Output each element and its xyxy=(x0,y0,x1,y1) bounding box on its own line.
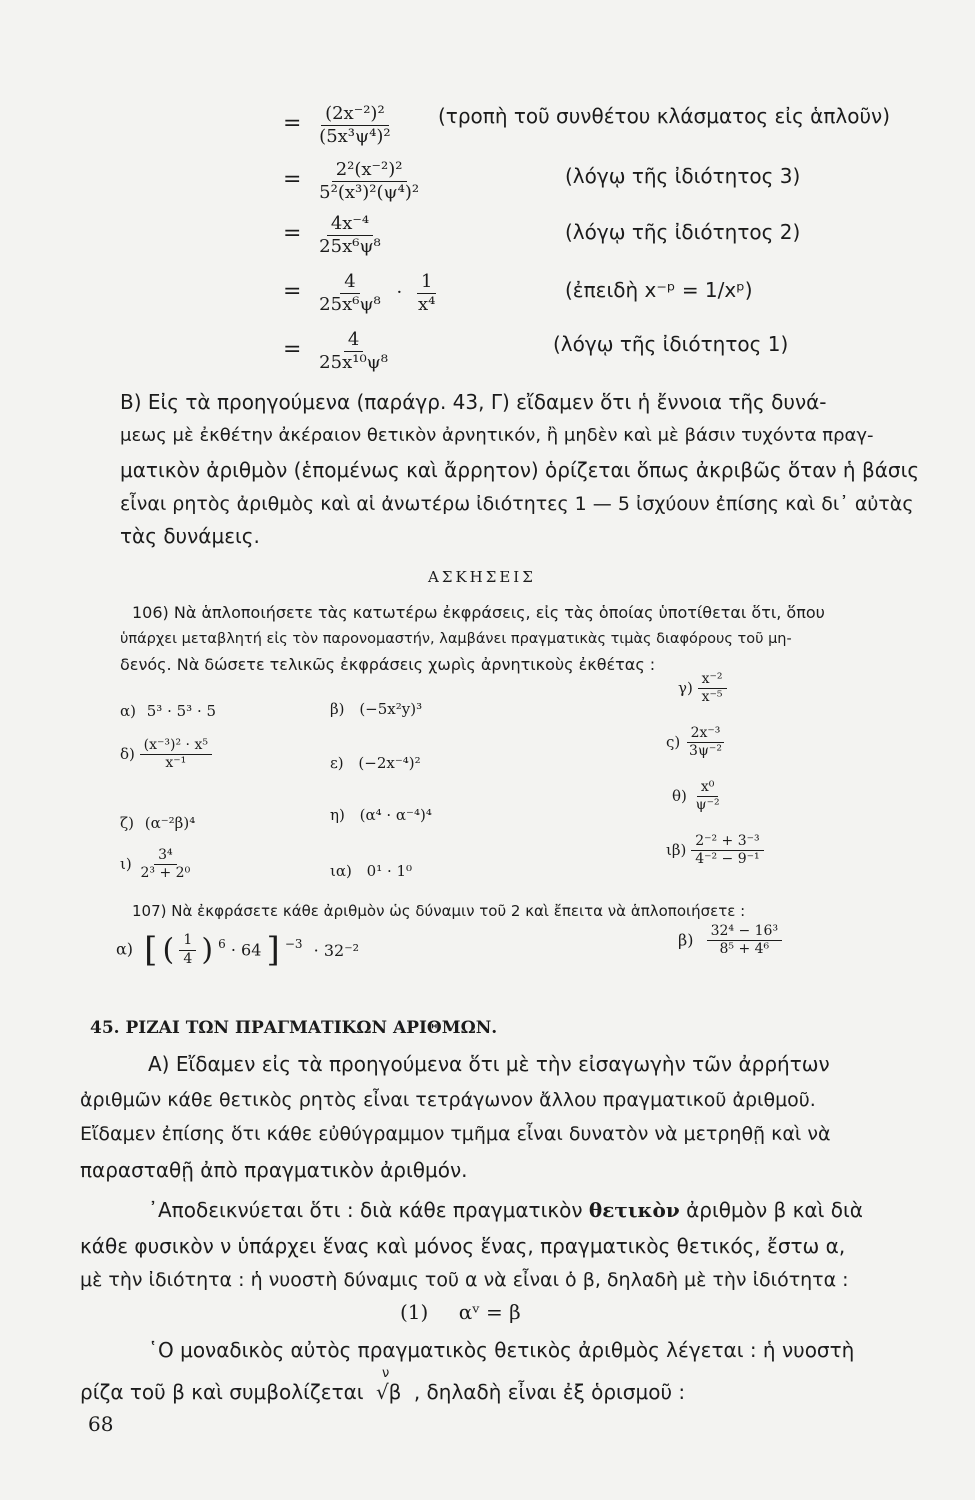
exercises-heading: ΑΣΚΗΣΕΙΣ xyxy=(428,568,536,586)
derivation-reason-3: (λόγῳ τῆς ἰδιότητος 2) xyxy=(565,220,801,244)
exercise-item-z: ζ) (α⁻²β)⁴ xyxy=(120,814,196,832)
derivation-reason-5: (λόγῳ τῆς ἰδιότητος 1) xyxy=(553,332,789,356)
exercise-item-th: θ) $\frac{\text{x⁰}}{\text{ψ⁻²}}$ xyxy=(672,779,720,814)
fraction-denominator: 25x¹⁰ψ⁸ xyxy=(319,351,388,373)
paragraph-line: ῾Ο μοναδικὸς αὐτὸς πραγματικὸς θετικὸς ἀριθμὸς λέγεται : ἡ νυοστὴ xyxy=(148,1338,855,1362)
fraction-denominator: (5x³ψ⁴)² xyxy=(319,125,391,147)
fraction-numerator: 4x⁻⁴ xyxy=(327,214,373,236)
derivation-reason-4: (ἐπειδὴ x⁻ᵖ = 1/xᵖ) xyxy=(565,278,753,302)
exercise-item-i: ι) $\frac{\text{3⁴}}{\text{2³ + 2⁰}}$ xyxy=(120,847,191,882)
derivation-reason-2: (λόγῳ τῆς ἰδιότητος 3) xyxy=(565,164,801,188)
exercise-text-line: ὑπάρχει μεταβλητή εἰς τὸν παρονομαστήν, λαμβάνει πραγματικὰς τιμὰς διαφόρους τοῦ μη- xyxy=(120,631,792,647)
derivation-line-5: = $\frac{4}{\text{25x¹⁰ψ⁸}}$ xyxy=(283,330,392,373)
paragraph-line: ρίζα τοῦ β καὶ συμβολίζεται ν √β , δηλαδὴ εἶναι ἐξ ὁρισμοῦ : xyxy=(80,1366,686,1404)
section-title: 45. ΡΙΖΑΙ ΤΩΝ ΠΡΑΓΜΑΤΙΚΩΝ ΑΡΙΘΜΩΝ. xyxy=(90,1018,498,1038)
derivation-line-3: = $\frac{\text{4x⁻⁴}}{\text{25x⁶ψ⁸}}$ xyxy=(283,214,385,257)
paragraph-line: τὰς δυνάμεις. xyxy=(120,524,260,548)
fraction-numerator: (2x⁻²)² xyxy=(321,104,389,126)
fraction-denominator: 25x⁶ψ⁸ xyxy=(319,235,381,257)
paragraph-line: κάθε φυσικὸν ν ὑπάρχει ἕνας καὶ μόνος ἕνας, πραγματικὸς θετικός, ἔστω α, xyxy=(80,1234,846,1258)
exercise-item-e: ε) (−2x⁻⁴)² xyxy=(330,754,421,772)
fraction-numerator: 4 xyxy=(344,330,363,352)
nth-root-symbol: ν √β xyxy=(375,1366,402,1404)
paragraph-line: ματικὸν ἀριθμὸν (ἑπομένως καὶ ἄρρητον) ὁρίζεται ὅπως ἀκριβῶς ὅταν ἡ βάσις xyxy=(120,458,920,482)
formula-1: (1) αᵛ = β xyxy=(400,1300,521,1324)
exercise-text-line: 107) Νὰ ἐκφράσετε κάθε ἀριθμὸν ὡς δύναμιν τοῦ 2 καὶ ἔπειτα νὰ ἁπλοποιήσετε : xyxy=(132,902,746,920)
fraction-denominator: 5²(x³)²(ψ⁴)² xyxy=(319,181,420,203)
exercise-item-ib: ιβ) $\frac{\text{2⁻² + 3⁻³}}{\text{4⁻² − 9⁻¹}}$ xyxy=(666,834,764,868)
derivation-line-1: = $\frac{\text{(2x⁻²)²}}{\text{(5x³ψ⁴)²}}$ xyxy=(283,104,395,147)
fraction-denominator: x⁴ xyxy=(417,293,436,315)
exercise-text-line: 106) Νὰ ἁπλοποιήσετε τὰς κατωτέρω ἐκφράσεις, εἰς τὰς ὁποίας ὑποτίθεται ὅτι, ὅπου xyxy=(132,603,825,622)
exercise-item-a: α) 5³ · 5³ · 5 xyxy=(120,702,217,720)
derivation-line-2: = $\frac{\text{2²(x⁻²)²}}{\text{5²(x³)²(ψ⁴)²}}$ xyxy=(283,160,423,203)
exercise-107-b: β) $\frac{\text{32⁴ − 16³}}{\text{8⁵ + 4⁶}}$ xyxy=(678,924,782,958)
exercise-item-h: η) (α⁴ · α⁻⁴)⁴ xyxy=(330,806,432,824)
paragraph-line: Α) Εἴδαμεν εἰς τὰ προηγούμενα ὅτι μὲ τὴν εἰσαγωγὴν τῶν ἀρρήτων xyxy=(148,1052,830,1076)
derivation-reason-1: (τροπὴ τοῦ συνθέτου κλάσματος εἰς ἁπλοῦν) xyxy=(438,104,891,128)
paragraph-line: μὲ τὴν ἰδιότητα : ἡ νυοστὴ δύναμις τοῦ α νὰ εἶναι ὁ β, δηλαδὴ μὲ τὴν ἰδιότητα : xyxy=(80,1269,849,1291)
paragraph-line: Β) Εἰς τὰ προηγούμενα (παράγρ. 43, Γ) εἴδαμεν ὅτι ἡ ἔννοια τῆς δυνά- xyxy=(120,390,827,414)
exercise-107-a: α) [ ( $\frac{1}{4}$ ) $^6$ · 64 ] $^{-3}$ · 32⁻² xyxy=(116,930,360,970)
page-number: 68 xyxy=(88,1412,114,1436)
exercise-item-ia: ια) 0¹ · 1⁰ xyxy=(330,862,413,880)
fraction-numerator: 1 xyxy=(417,272,436,294)
exercise-item-b: β) (−5x²y)³ xyxy=(330,700,423,718)
fraction-numerator: 4 xyxy=(340,272,359,294)
paragraph-line: εἶναι ρητὸς ἀριθμὸς καὶ αἱ ἀνωτέρω ἰδιότητες 1 — 5 ἰσχύουν ἐπίσης καὶ δι᾽ αὐτὰς xyxy=(120,493,914,515)
fraction-numerator: 2²(x⁻²)² xyxy=(332,160,407,182)
paragraph-line: ᾽Αποδεικνύεται ὅτι : διὰ κάθε πραγματικὸν θετικὸν ἀριθμὸν β καὶ διὰ xyxy=(148,1198,863,1222)
exercise-item-d: δ) $\frac{\text{(x⁻³)² · x⁵}}{\text{x⁻¹}}$ xyxy=(120,738,212,772)
paragraph-line: μεως μὲ ἐκθέτην ἀκέραιον θετικὸν ἀρνητικόν, ἢ μηδὲν καὶ μὲ βάσιν τυχόντα πραγ- xyxy=(120,425,874,446)
exercise-text-line: δενός. Νὰ δώσετε τελικῶς ἐκφράσεις χωρὶς ἀρνητικοὺς ἐκθέτας : xyxy=(120,655,656,674)
exercise-item-s: ς) $\frac{\text{2x⁻³}}{\text{3ψ⁻²}}$ xyxy=(666,726,726,760)
paragraph-line: Εἴδαμεν ἐπίσης ὅτι κάθε εὐθύγραμμον τμῆμα εἶναι δυνατὸν νὰ μετρηθῇ καὶ νὰ xyxy=(80,1123,831,1145)
exercise-item-g: γ) $\frac{\text{x⁻²}}{\text{x⁻⁵}}$ xyxy=(678,672,727,706)
bold-term: θετικὸν xyxy=(588,1198,680,1222)
derivation-line-4: = $\frac{4}{\text{25x⁶ψ⁸}}$ · $\frac{1}{\text{x⁴}}$ xyxy=(283,272,439,315)
paragraph-line: παρασταθῇ ἀπὸ πραγματικὸν ἀριθμόν. xyxy=(80,1158,468,1182)
paragraph-line: ἀριθμῶν κάθε θετικὸς ρητὸς εἶναι τετράγωνον ἄλλου πραγματικοῦ ἀριθμοῦ. xyxy=(80,1089,816,1111)
fraction-denominator: 25x⁶ψ⁸ xyxy=(319,293,381,315)
